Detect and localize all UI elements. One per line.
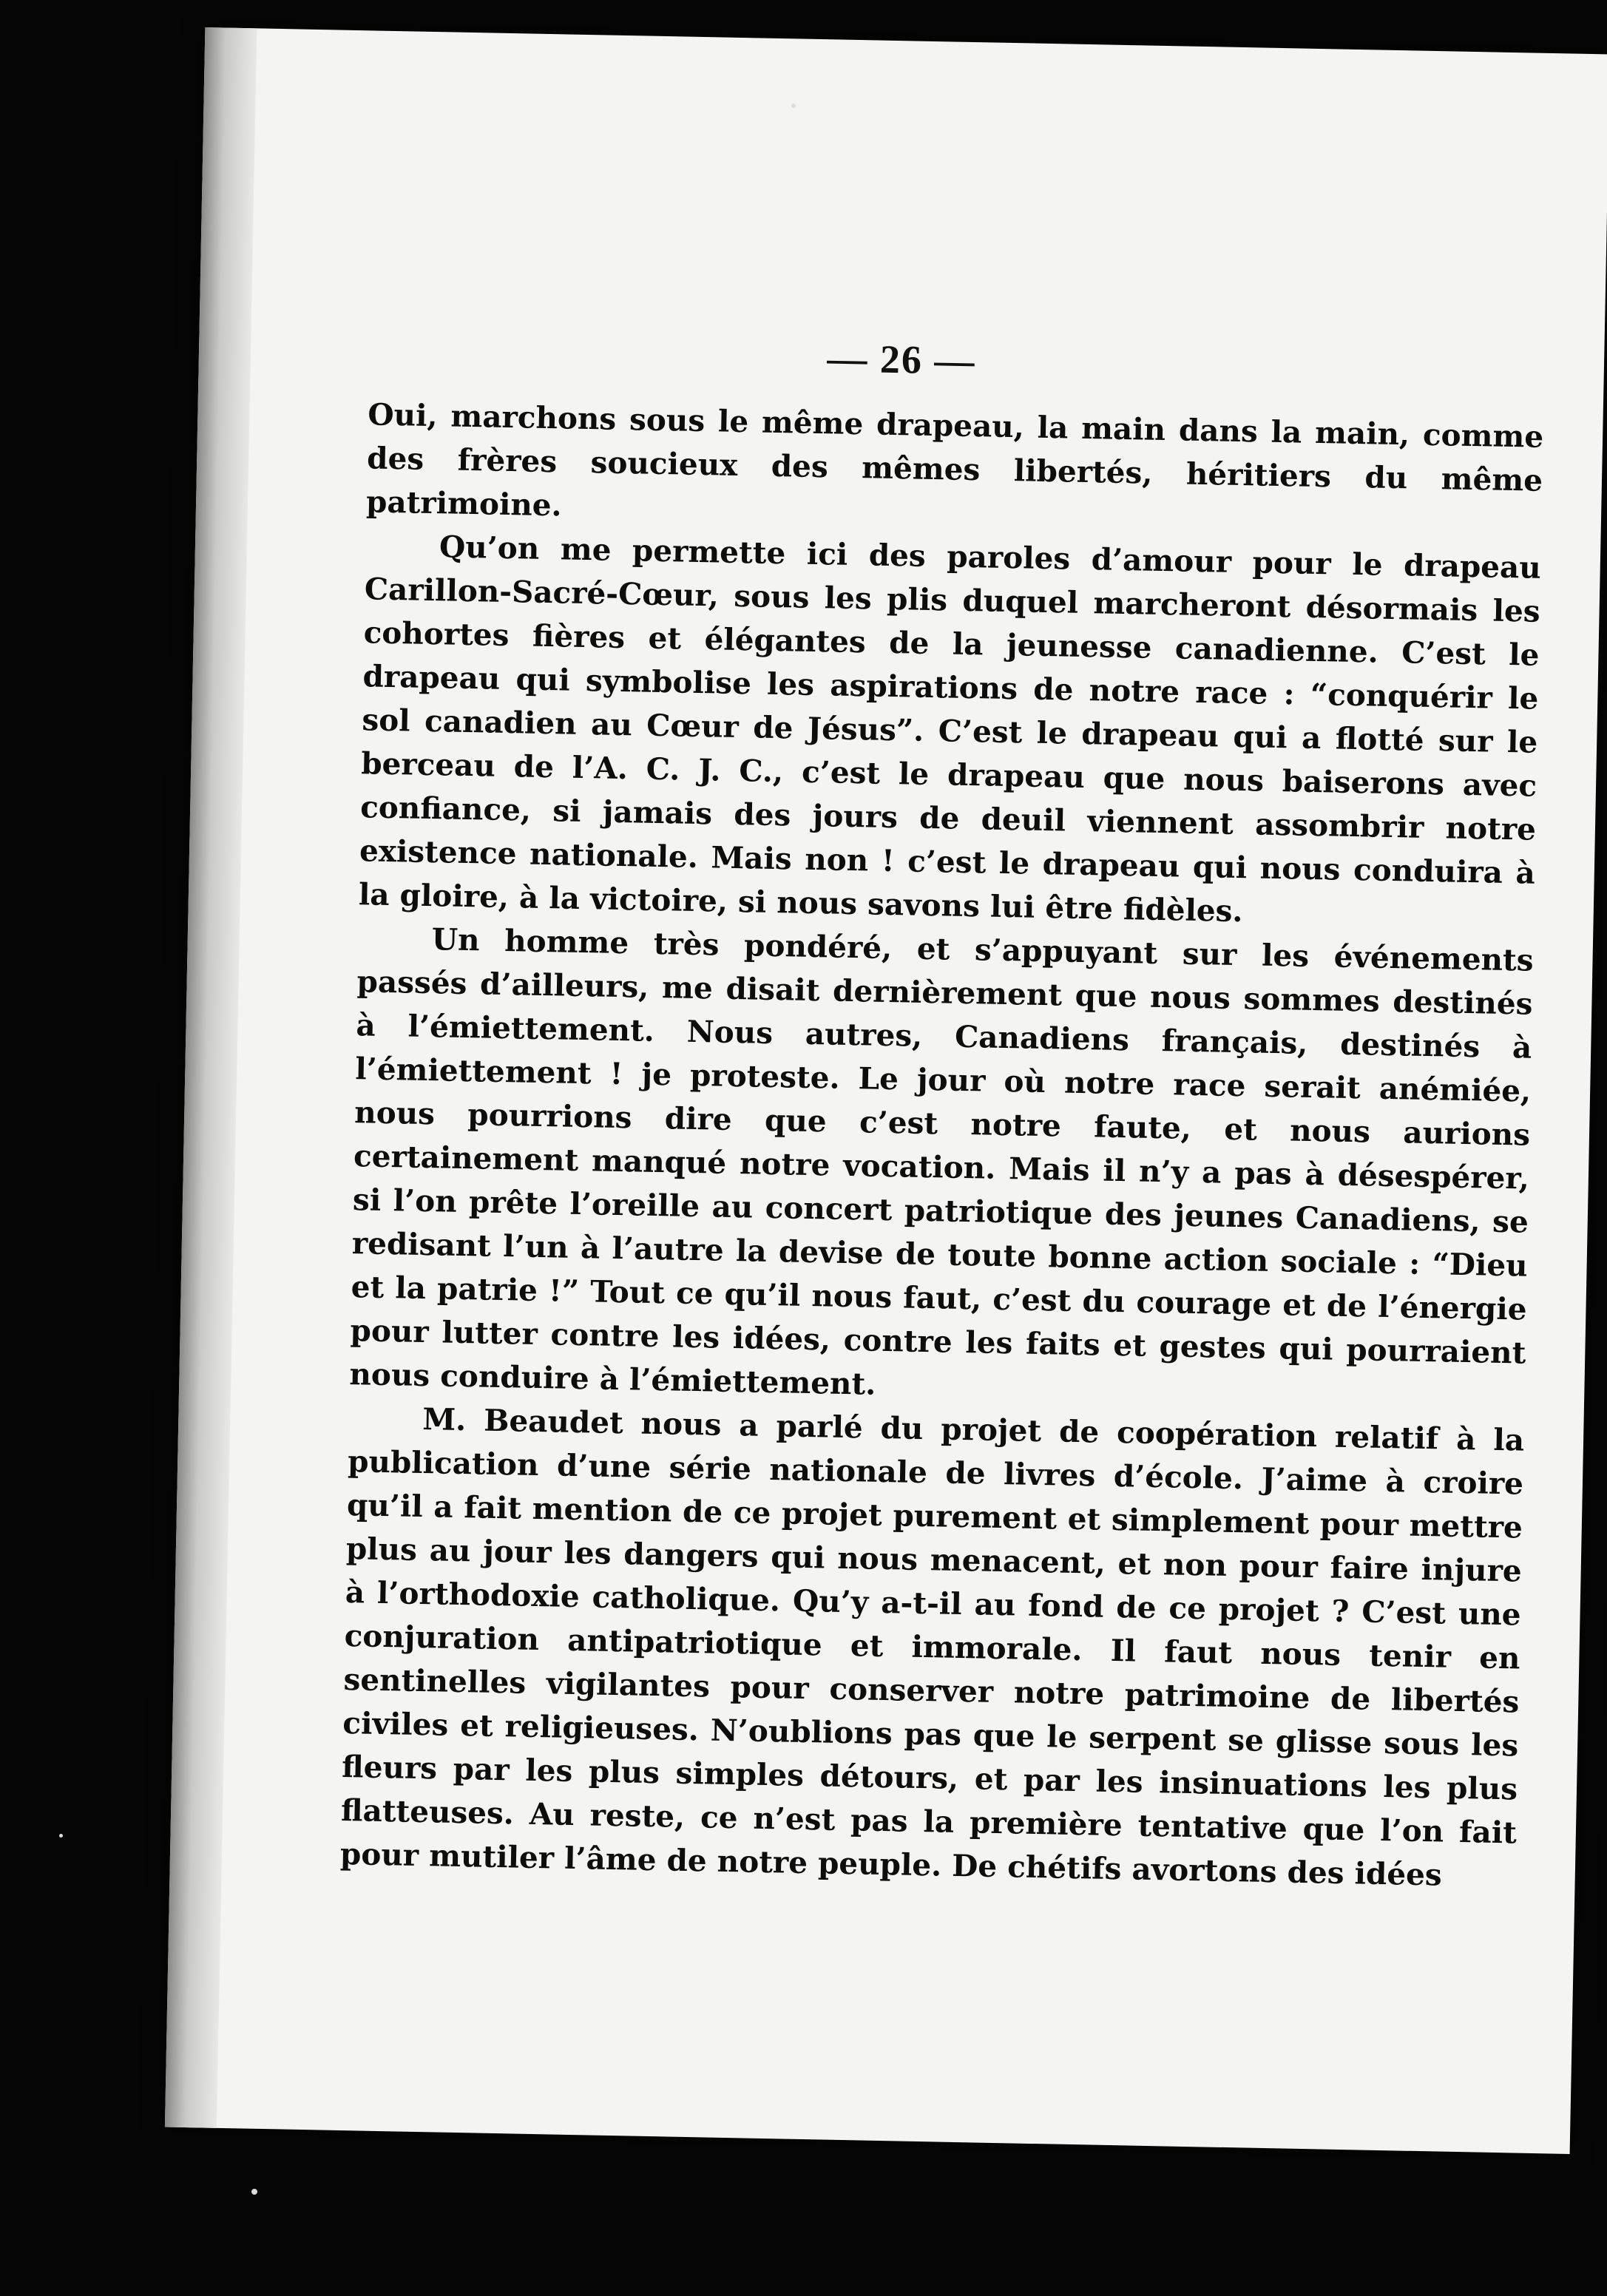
book-page xyxy=(165,27,1607,2154)
paragraph: Qu’on me permette ici des paroles d’amour pour le drapeau Carillon-Sacré-Cœur, sous les plis duquel marcheront désormais les cohortes fières et élégantes de la jeunesse canadienne. C’est le drapeau qui symbolise les aspirations de notre race : “conquérir le sol canadien au Cœur de Jésus”. C’est le drapeau qui a flotté sur le berceau de l’A. C. J. C., c’est le drapeau que nous baiserons avec confiance, si jamais des jours de deuil viennent assombrir notre existence nationale. Mais non ! c’est le drapeau qui nous conduira à la gloire, à la victoire, si nous savons lui être fidèles. xyxy=(358,529,1542,929)
scan-speck xyxy=(59,1834,63,1838)
paragraph: Oui, marchons sous le même drapeau, la main dans la main, comme des frères soucieux des mêmes libertés, héritiers du même patrimoine. xyxy=(365,396,1544,524)
scan-speck xyxy=(251,2189,257,2195)
scan-speck xyxy=(791,104,796,108)
body-text xyxy=(339,393,1543,1898)
paragraph: Un homme très pondéré, et s’appuyant sur les événements passés d’ailleurs, me disait dernièrement que nous sommes destinés à l’émiettement. Nous autres, Canadiens français, destinés à l’émiettement ! je proteste. Le jour où notre race serait anémiée, nous pourrions dire que c’est notre faute, et nous aurions certainement manqué notre vocation. Mais il n’y a pas à désespérer, si l’on prête l’oreille au concert patriotique des jeunes Canadiens, se redisant l’un à l’autre la devise de toute bonne action sociale : “Dieu et la patrie !” Tout ce qu’il nous faut, c’est du courage et de l’énergie pour lutter contre les idées, contre les faits et gestes qui pourraient nous conduire à l’émiettement. xyxy=(349,921,1535,1402)
paragraph: M. Beaudet nous a parlé du projet de coopération relatif à la publication d’une série nationale de livres d’école. J’aime à croire qu’il a fait mention de ce projet purement et simplement pour mettre plus au jour les dangers qui nous menacent, et non pour faire injure à l’orthodoxie catholique. Qu’y a-t-il au fond de ce projet ? C’est une conjuration antipatriotique et immorale. Il faut nous tenir en sentinelles vigilantes pour conserver notre patrimoine de libertés civiles et religieuses. N’oublions pas que le serpent se glisse sous les fleurs par les plus simples détours, et par les insinuations les plus flatteuses. Au reste, ce n’est pas la première tentative que l’on fait pour mutiler l’âme de notre peuple. De chétifs avortons des idées xyxy=(339,1401,1525,1893)
page-number: — 26 — xyxy=(826,336,977,384)
